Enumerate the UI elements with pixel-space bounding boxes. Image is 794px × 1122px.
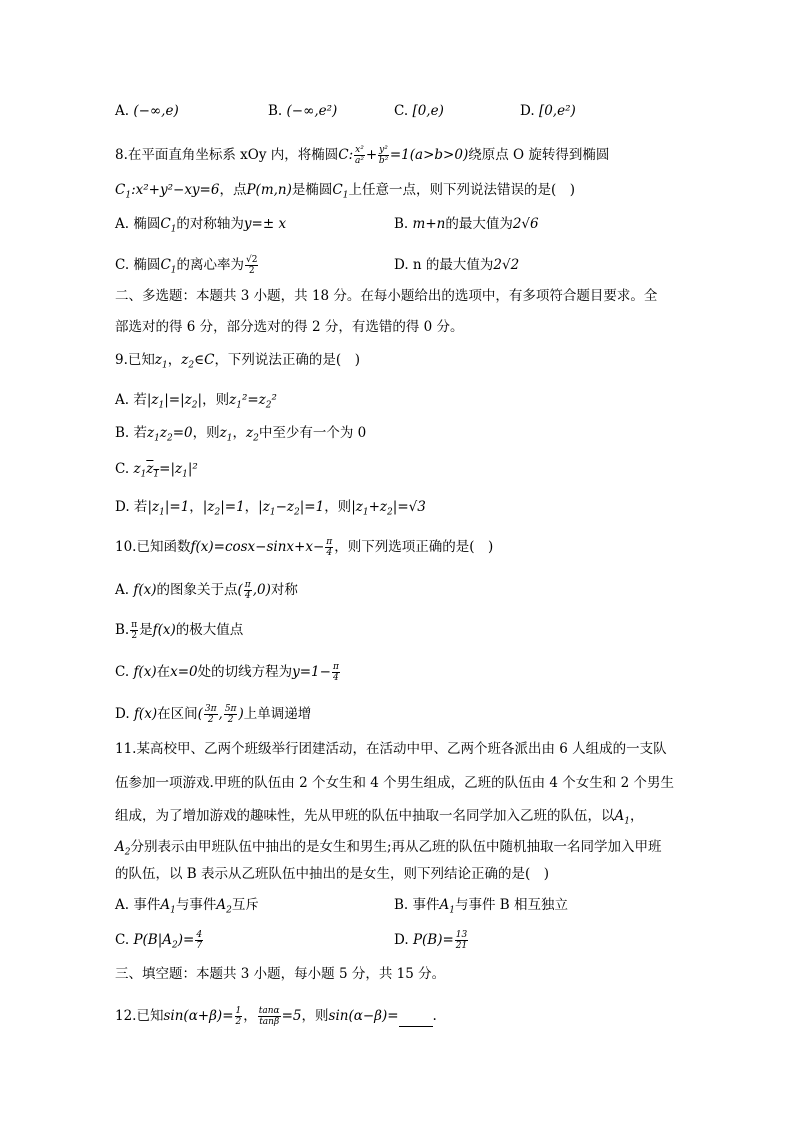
q8-option-b[interactable]: B. m+n的最大值为2√6: [394, 216, 539, 232]
q9-option-d[interactable]: D. 若$|z_1|=1$，$|z_2|=1$，$|z_1-z_2|=1$，则$|z_1+z_2|=√3$: [115, 499, 426, 518]
section2-heading: 二、多选题：本题共 3 小题，共 18 分。在每小题给出的选项中，有多项符合题目要求。全: [115, 288, 658, 304]
q8-option-c[interactable]: C. 椭圆$C_1$的离心率为 $\frac{√2}{2}$: [115, 255, 258, 276]
q11-stem-line2: 伍参加一项游戏.甲班的队伍由 2 个女生和 4 个男生组成，乙班的队伍由 4 个女生和 2 个男生: [115, 775, 674, 791]
q7-option-d[interactable]: D. [0,e²): [520, 103, 576, 119]
answer-blank[interactable]: [399, 1012, 433, 1027]
q10-option-d[interactable]: D. f(x)在区间( $\frac{3\pi}{2}$ , $\frac{5\pi}{2}$ )上单调递增: [115, 704, 312, 725]
q9-option-b[interactable]: B. 若$z_1z_2=0$，则$z_1$，$z_2$中至少有一个为 0: [115, 425, 367, 444]
q11-option-a[interactable]: A. 事件$A_1$与事件$A_2$互斥: [115, 897, 259, 916]
section3-heading: 三、填空题：本题共 3 小题，每小题 5 分，共 15 分。: [115, 966, 446, 982]
q12-stem: 12.已知sin(α+β)= $\frac{1}{2}$ ， $\frac{\tan\alpha}{\tan\beta}$ =5，则sin(α−β)= .: [115, 1006, 437, 1027]
q10-option-a[interactable]: A. f(x)的图象关于点( $\frac{\pi}{4}$ ,0)对称: [115, 580, 298, 601]
section2-heading-cont: 部选对的得 6 分，部分选对的得 2 分，有选错的得 0 分。: [115, 319, 464, 335]
q11-stem-line1: 11.某高校甲、乙两个班级举行团建活动，在活动中甲、乙两个班各派出由 6 人组成的一支队: [115, 741, 667, 757]
q8-option-d[interactable]: D. n 的最大值为2√2: [394, 257, 520, 273]
q8-stem-line2: $C_1:x^2+y^2-xy=6$，点P(m,n)是椭圆$C_1$上任意一点，则下列说法错误的是( ): [115, 182, 575, 201]
q11-stem-line3: 组成，为了增加游戏的趣味性，先从甲班的队伍中抽取一名同学加入乙班的队伍，以$A_1$，: [115, 808, 644, 827]
q11-option-c[interactable]: C. $P(B|A_2)=$ $\frac{4}{7}$: [115, 930, 203, 951]
q7-option-b[interactable]: B. (−∞,e²): [268, 103, 338, 119]
q9-stem: 9.已知$z_1$，$z_2\in C$，下列说法正确的是( ): [115, 352, 360, 371]
q11-option-d[interactable]: D. P(B)= $\frac{13}{21}$: [394, 930, 468, 951]
q10-option-c[interactable]: C. f(x)在x=0处的切线方程为y=1− $\frac{\pi}{4}$: [115, 662, 339, 683]
q9-option-c[interactable]: C. $z_1z_1=|z_1|^2$: [115, 461, 198, 480]
q10-option-b[interactable]: B. $\frac{\pi}{2}$ 是f(x)的极大值点: [115, 620, 244, 641]
q7-option-a[interactable]: A. (−∞,e): [115, 103, 179, 119]
q11-stem-line5: 的队伍，以 B 表示从乙班队伍中抽出的是女生，则下列结论正确的是( ): [115, 866, 550, 882]
q8-stem-line1: 8.在平面直角坐标系 xOy 内，将椭圆C: $\frac{\text{x²}}{\text{a²}}$ + $\frac{\text{y²}}{\text{b²}}$ =1(a>b>0)绕原点 O 旋转得到椭圆: [115, 145, 610, 166]
q7-option-c[interactable]: C. [0,e): [394, 103, 444, 119]
q9-option-a[interactable]: A. 若$|z_1|=|z_2|$，则$z_1^2=z_2^2$: [115, 392, 277, 411]
q10-stem: 10.已知函数f(x)=cosx−sinx+x− $\frac{\pi}{4}$ ，则下列选项正确的是( ): [115, 537, 494, 558]
q11-stem-line4: $A_2$分别表示由甲班队伍中抽出的是女生和男生;再从乙班的队伍中随机抽取一名同学加入甲班: [115, 839, 662, 858]
q11-option-b[interactable]: B. 事件$A_1$与事件 B 相互独立: [394, 897, 569, 916]
q8-option-a[interactable]: A. 椭圆$C_1$的对称轴为y=± x: [115, 216, 287, 235]
